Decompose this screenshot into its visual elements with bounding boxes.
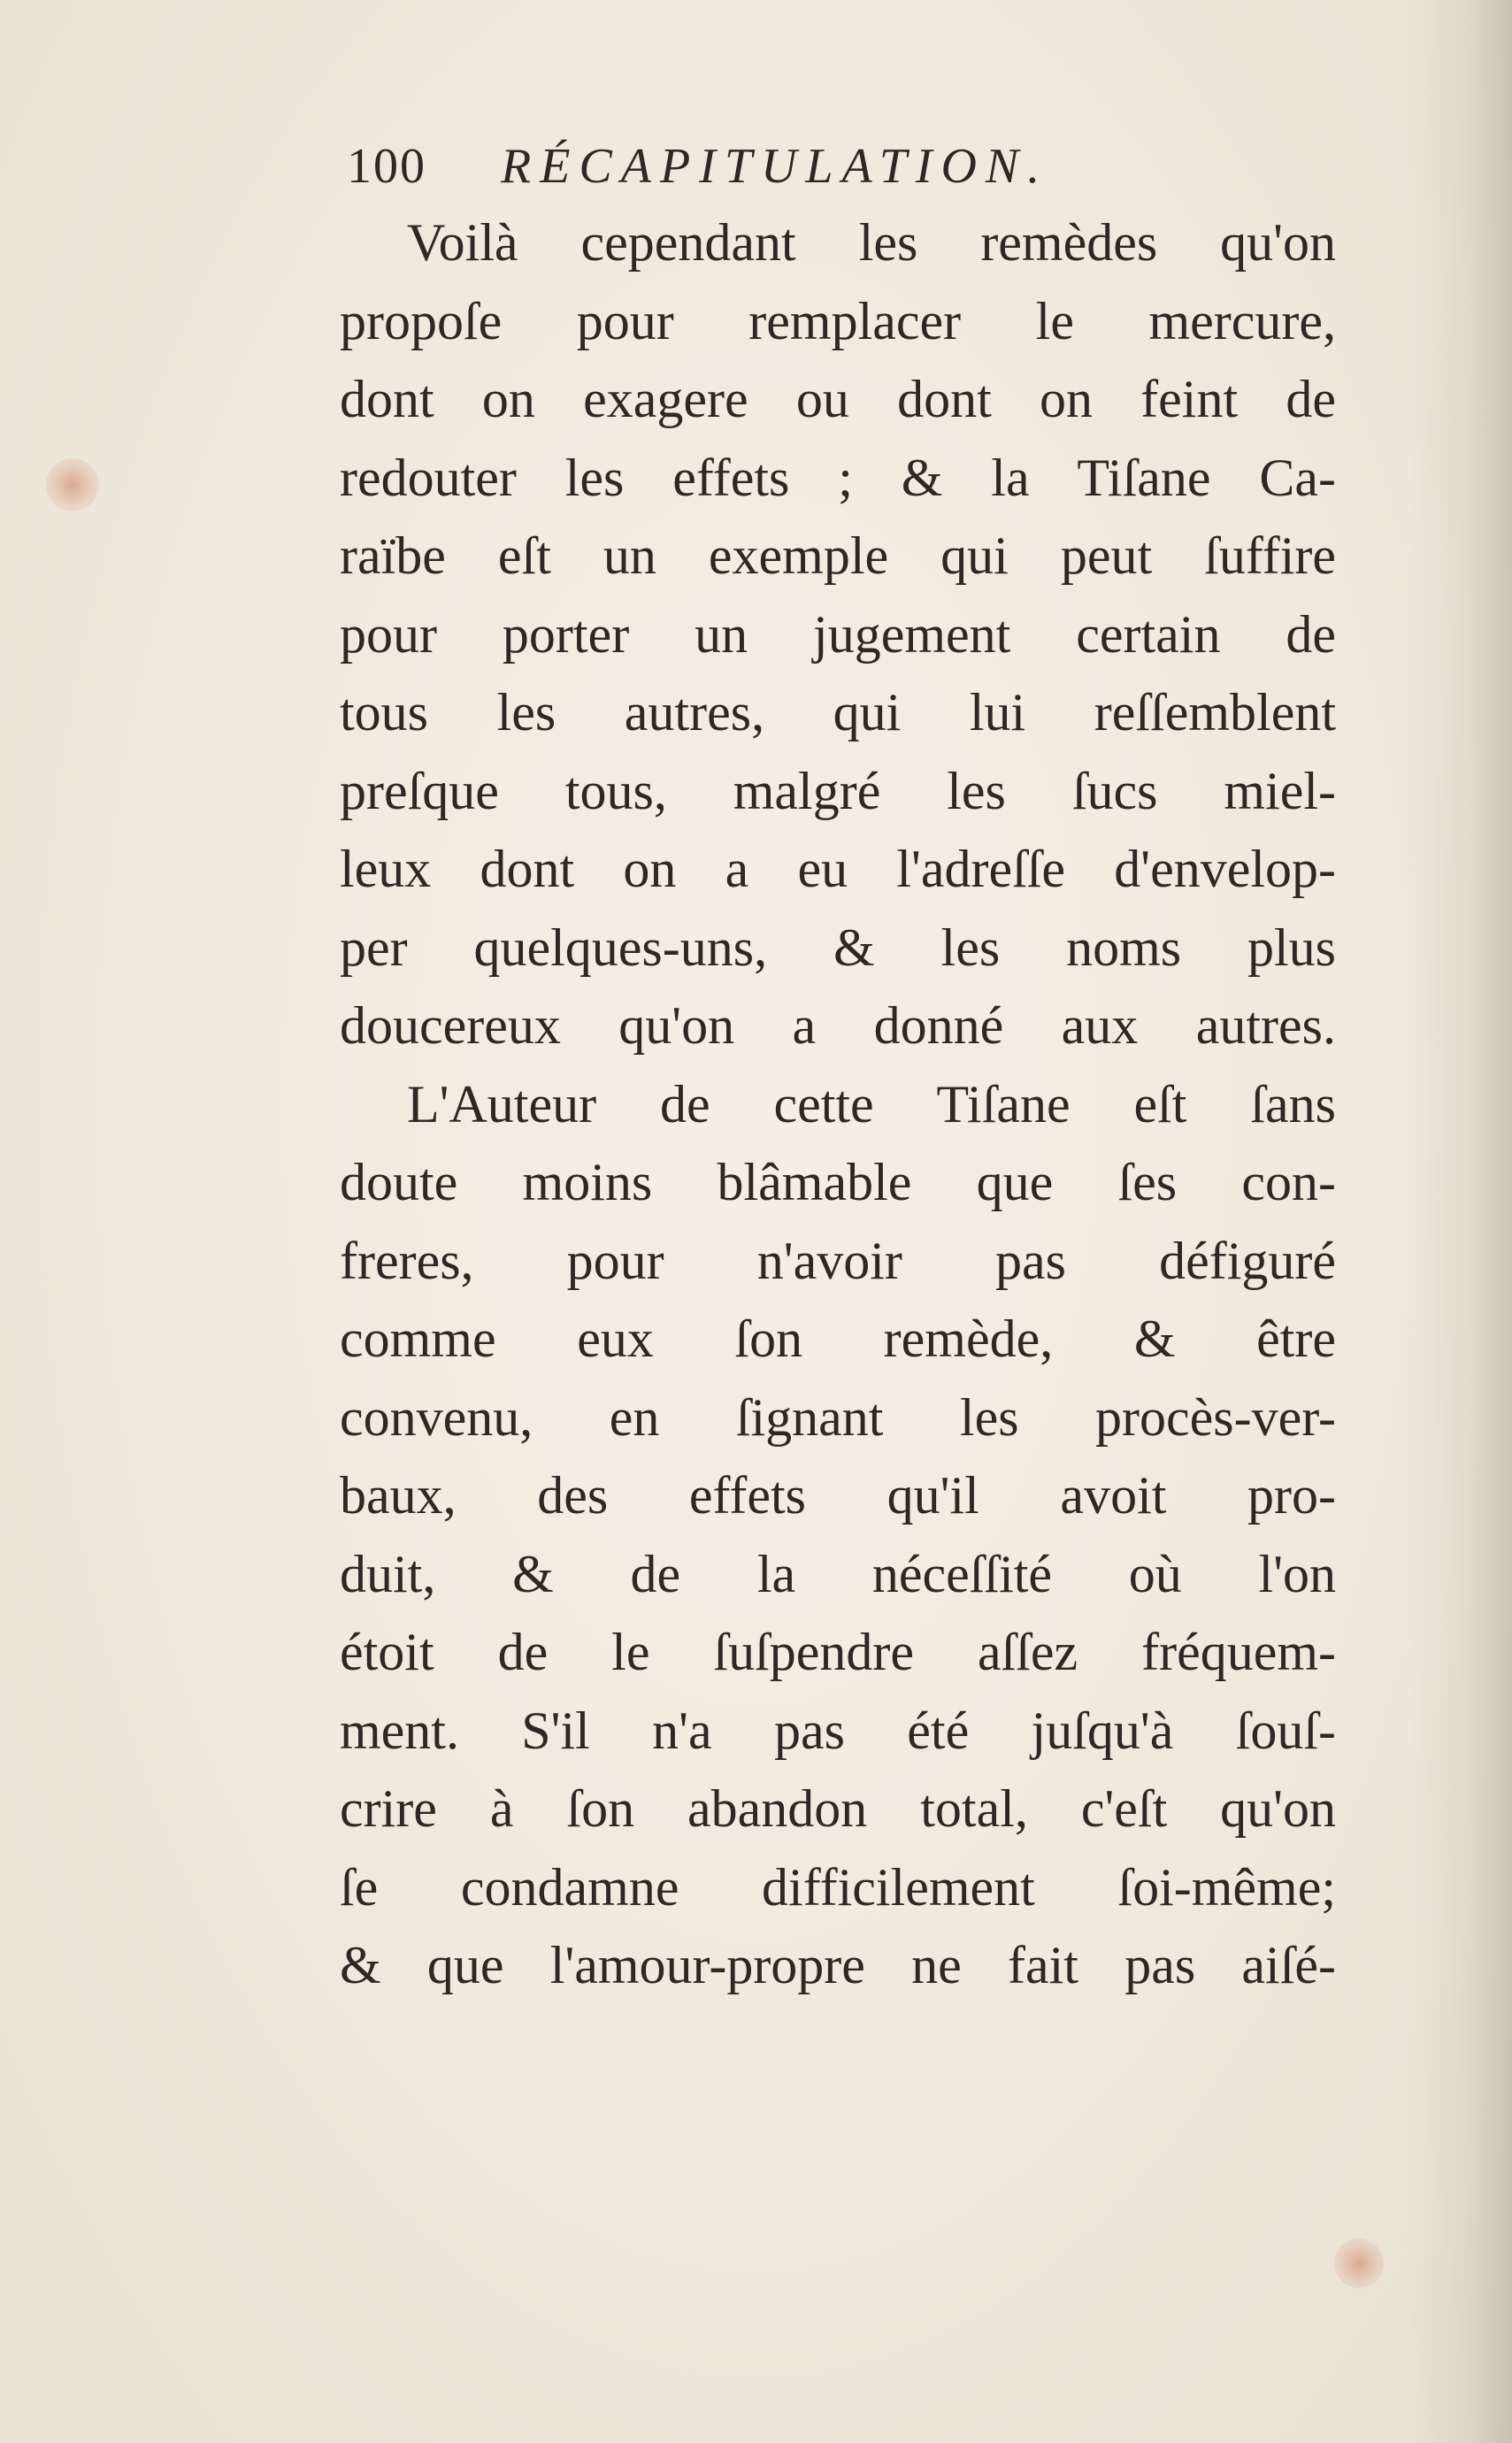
text-line: raïbe eſt un exemple qui peut ſuffire	[340, 526, 1336, 585]
text-line: doucereux qu'on a donné aux autres.	[340, 996, 1336, 1055]
text-line: comme eux ſon remède, & être	[340, 1310, 1336, 1368]
text-line: ment. S'il n'a pas été juſqu'à ſouſ-	[340, 1701, 1336, 1760]
text-line: étoit de le ſuſpendre aſſez fréquem-	[340, 1623, 1336, 1681]
text-line: duit, & de la néceſſité où l'on	[340, 1544, 1336, 1603]
text-line: leux dont on a eu l'adreſſe d'envelop-	[340, 840, 1336, 898]
text-line: & que l'amour-propre ne fait pas aiſé-	[340, 1936, 1336, 1994]
text-line: freres, pour n'avoir pas défiguré	[340, 1231, 1336, 1290]
text-line: baux, des effets qu'il avoit pro-	[340, 1466, 1336, 1525]
page-number: 100	[347, 139, 426, 194]
body-text	[340, 204, 1336, 2005]
text-line: preſque tous, malgré les ſucs miel-	[340, 761, 1336, 820]
running-title: RÉCAPITULATION.	[501, 139, 1049, 194]
foxing-spot	[1334, 2239, 1384, 2288]
foxing-spot	[46, 458, 99, 511]
text-line: ſe condamne difficilement ſoi-même;	[340, 1857, 1336, 1917]
text-line: doute moins blâmable que ſes con-	[340, 1153, 1336, 1211]
gutter-shadow	[1406, 0, 1512, 2443]
text-line: pour porter un jugement certain de	[340, 604, 1336, 664]
text-line: redouter les effets ; & la Tiſane Ca-	[340, 448, 1336, 507]
text-line: Voilà cependant les remèdes qu'on	[407, 213, 1336, 272]
text-line: convenu, en ſignant les procès-ver-	[340, 1387, 1336, 1447]
running-header	[347, 131, 1347, 202]
text-line: crire à ſon abandon total, c'eſt qu'on	[340, 1779, 1336, 1838]
text-line: per quelques-uns, & les noms plus	[340, 918, 1336, 977]
text-line: propoſe pour remplacer le mercure,	[340, 291, 1336, 350]
text-line: L'Auteur de cette Tiſane eſt ſans	[407, 1074, 1336, 1133]
text-line: tous les autres, qui lui reſſemblent	[340, 683, 1336, 741]
text-line: dont on exagere ou dont on feint de	[340, 370, 1336, 428]
